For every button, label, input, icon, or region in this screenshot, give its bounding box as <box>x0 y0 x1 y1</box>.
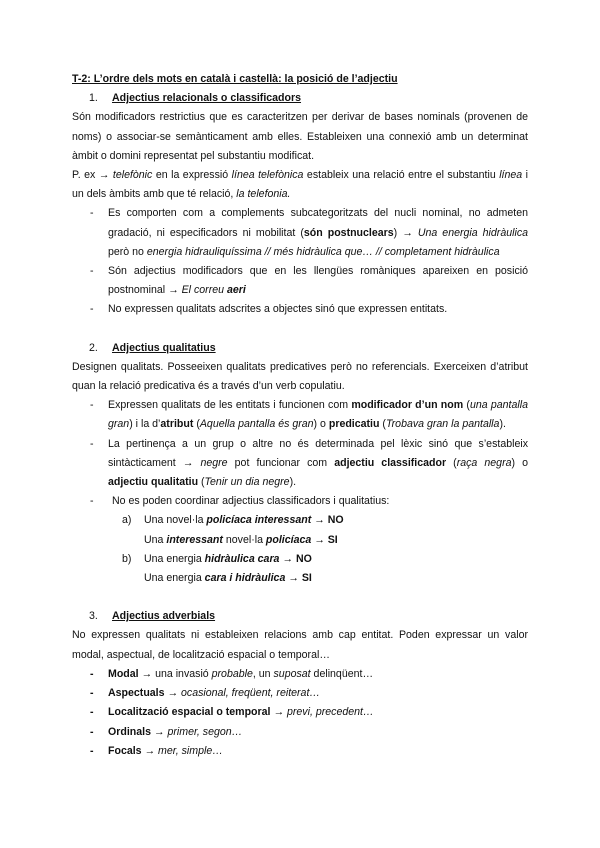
text: interessant <box>166 533 223 546</box>
text: ( <box>463 399 470 412</box>
text: ( <box>198 476 205 489</box>
text: No es poden coordinar adjectius classificadors i qualitatius: <box>112 495 390 508</box>
list-item <box>72 665 528 684</box>
list-item <box>72 396 528 434</box>
text: → NO <box>279 552 312 565</box>
text: línea telefònica <box>231 169 304 182</box>
text: ). <box>289 476 297 489</box>
text: previ, precedent… <box>286 706 374 719</box>
text: → una invasió <box>138 667 212 680</box>
text: → SI <box>311 533 338 546</box>
text: El correu <box>181 284 227 297</box>
text: energia hidrauliquíssima // més hidràulica que… // completament hidràulica <box>146 245 500 258</box>
section-2-heading <box>72 339 528 358</box>
text: predicatiu <box>328 418 380 431</box>
text: probable <box>211 667 253 680</box>
text: són postnuclears <box>303 226 394 239</box>
text: ( <box>446 456 457 469</box>
text: ) → <box>393 226 418 239</box>
text: La pertinença a un grup o altre no és determinada pel lèxic sinó que s’estableix sintàcticament → <box>108 437 528 469</box>
text: línea <box>499 169 523 182</box>
text: i un dels àmbits amb que té relació, <box>72 169 529 201</box>
list-item <box>72 492 528 511</box>
text: Una energia hidràulica <box>417 226 529 239</box>
section-2-title: Adjectius qualitatius <box>112 341 216 354</box>
text: ) o <box>313 418 329 431</box>
text: Focals <box>108 744 142 757</box>
text: Una energia <box>144 552 205 565</box>
text: estableix una relació entre el substantiu <box>303 169 500 182</box>
text: → SI <box>285 572 312 585</box>
section-1-paragraph-2 <box>72 166 528 204</box>
document-body <box>72 70 528 761</box>
text: novel·la <box>222 533 266 546</box>
spacer <box>72 320 528 339</box>
text: cara i hidràulica <box>204 572 286 585</box>
example-item <box>72 550 528 569</box>
text: pot funcionar com <box>227 456 335 469</box>
text: Trobava gran la pantalla <box>385 418 500 431</box>
text: però no <box>108 245 147 258</box>
text: ( <box>193 418 200 431</box>
text: ( <box>379 418 386 431</box>
example-label: b) <box>122 552 132 565</box>
text: Localització espacial o temporal <box>108 706 271 719</box>
text: suposat <box>273 667 311 680</box>
section-1-heading <box>72 89 528 108</box>
text: atribut <box>160 418 194 431</box>
text: Són adjectius modificadors que en les llengües romàniques apareixen en posició postnominal → <box>108 265 528 297</box>
list-item <box>72 435 528 493</box>
section-1-number: 1. <box>89 92 98 105</box>
example-item <box>72 531 528 550</box>
text: mer, simple… <box>158 744 223 757</box>
text: → <box>164 687 182 700</box>
text: Tenir un dia negre <box>204 476 290 489</box>
section-1-paragraph-1: Són modificadors restrictius que es caracteritzen per derivar de bases nominals (provenen de noms) o associar-se semànticament amb elles. Estableixen una connexió amb un determinat àmbit o domini representat pel substantiu modificat. <box>72 111 528 162</box>
example-text <box>122 550 312 569</box>
list-item <box>72 703 528 722</box>
text: modificador d’un nom <box>351 399 464 412</box>
text: adjectiu classificador <box>334 456 447 469</box>
text: una pantalla gran <box>108 399 528 431</box>
section-3-list <box>72 665 528 761</box>
text: P. ex → <box>72 169 113 182</box>
text: → NO <box>311 514 344 527</box>
text: , un <box>252 667 274 680</box>
text: primer, segon… <box>167 725 243 738</box>
text: Es comporten com a complements subcategoritzats del nucli nominal, no admeten gradació, ni especificadors ni mobilitat ( <box>108 207 528 239</box>
text: ) i la d’ <box>129 418 161 431</box>
text: ) o <box>511 456 528 469</box>
section-3-title: Adjectius adverbials <box>112 610 216 623</box>
text: aeri <box>226 284 246 297</box>
section-1-title: Adjectius relacionals o classificadors <box>112 92 302 105</box>
list-item <box>72 684 528 703</box>
section-2-number: 2. <box>89 341 98 354</box>
text: ocasional, freqüent, reiterat… <box>181 687 320 700</box>
text: Expressen qualitats de les entitats i funcionen com <box>108 399 352 412</box>
list-item <box>72 723 528 742</box>
section-3-paragraph-1: No expressen qualitats ni estableixen relacions amb cap entitat. Poden expressar un valor modal, aspectual, de localització espacial o temporal… <box>72 629 528 661</box>
example-item <box>72 511 528 530</box>
text: ). <box>499 418 506 431</box>
example-label: a) <box>122 514 132 527</box>
section-3-number: 3. <box>89 610 98 623</box>
section-2-list <box>72 396 528 511</box>
text: en la expressió <box>152 169 232 182</box>
text: policíaca interessant <box>206 514 312 527</box>
text: → <box>150 725 168 738</box>
text: delinqüent… <box>310 667 374 680</box>
example-text <box>122 511 344 530</box>
text: hidràulica cara <box>204 552 280 565</box>
section-1-list <box>72 204 528 319</box>
text: adjectiu qualitatiu <box>108 476 199 489</box>
list-item: - No expressen qualitats adscrites a objectes sinó que expressen entitats. <box>72 300 528 319</box>
text: policíaca <box>265 533 312 546</box>
text: raça negra <box>456 456 512 469</box>
example-text <box>122 531 338 550</box>
text: → <box>141 744 159 757</box>
text: Ordinals <box>108 725 151 738</box>
example-item <box>72 569 528 588</box>
page-title: T-2: L’ordre dels mots en català i castellà: la posició de l’adjectiu <box>72 73 398 85</box>
spacer <box>72 588 528 607</box>
list-item <box>72 204 528 262</box>
example-text <box>122 569 312 588</box>
text: Una novel·la <box>144 514 207 527</box>
text: Una energia <box>144 572 205 585</box>
example-list <box>72 511 528 588</box>
text: Aspectuals <box>108 687 165 700</box>
list-item <box>72 262 528 300</box>
section-2-paragraph-1: Designen qualitats. Posseeixen qualitats predicatives però no referencials. Exerceixen d’atribut quan la relació predicativa és a través d’un verb copulatiu. <box>72 360 528 393</box>
text: Modal <box>108 667 139 680</box>
text: negre <box>200 456 228 469</box>
text: la telefonia. <box>236 188 291 201</box>
text: → <box>270 706 287 719</box>
text: Aquella pantalla és gran <box>199 418 314 431</box>
list-item <box>72 742 528 761</box>
text: telefònic <box>112 169 153 182</box>
text: Una <box>144 533 167 546</box>
section-3-heading <box>72 607 528 626</box>
